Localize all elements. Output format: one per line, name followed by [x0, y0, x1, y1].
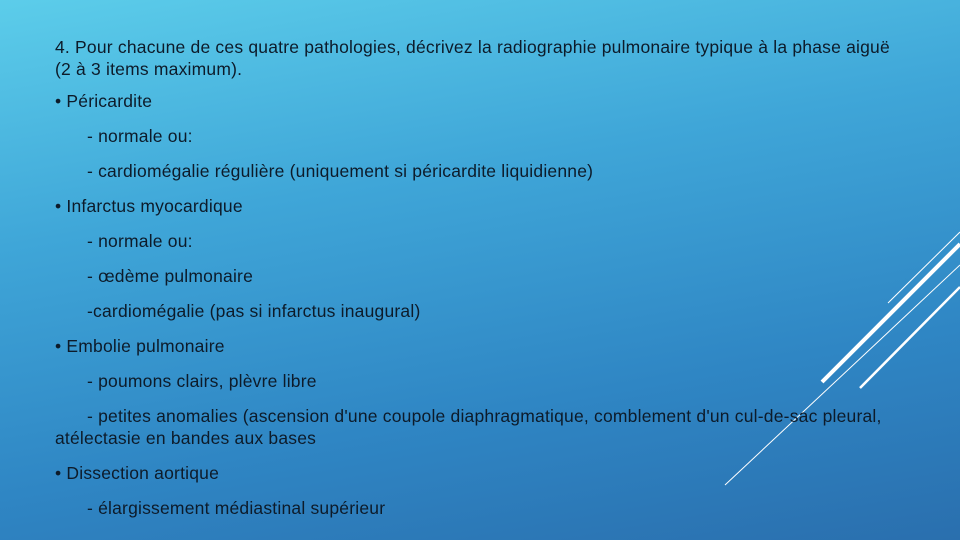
sub-item: -cardiomégalie (pas si infarctus inaugural)	[87, 301, 421, 321]
slide-body	[55, 36, 895, 532]
bullet-pulmonary-embolism: • Embolie pulmonaire	[55, 336, 225, 356]
bullet-aortic-dissection: • Dissection aortique	[55, 463, 220, 483]
deco-line-2	[888, 232, 960, 303]
bullet-myocardial-infarction: • Infarctus myocardique	[55, 196, 243, 216]
sub-item: - œdème pulmonaire	[87, 266, 254, 286]
sub-item: - cardiomégalie régulière (uniquement si péricardite liquidienne)	[87, 161, 594, 181]
sub-item: - petites anomalies (ascension d'une coupole diaphragmatique, comblement d'un cul-de-sac pleural, atélectasie en bandes aux bases	[55, 406, 882, 448]
bullet-pericarditis: • Péricardite	[55, 91, 153, 111]
sub-item: - poumons clairs, plèvre libre	[87, 371, 317, 391]
question-text: 4. Pour chacune de ces quatre pathologies, décrivez la radiographie pulmonaire typique à la phase aiguë (2 à 3 items maximum).	[55, 37, 890, 79]
sub-item: - élargissement médiastinal supérieur	[87, 498, 386, 518]
sub-item: - normale ou:	[87, 231, 193, 251]
sub-item: - normale ou:	[87, 126, 193, 146]
